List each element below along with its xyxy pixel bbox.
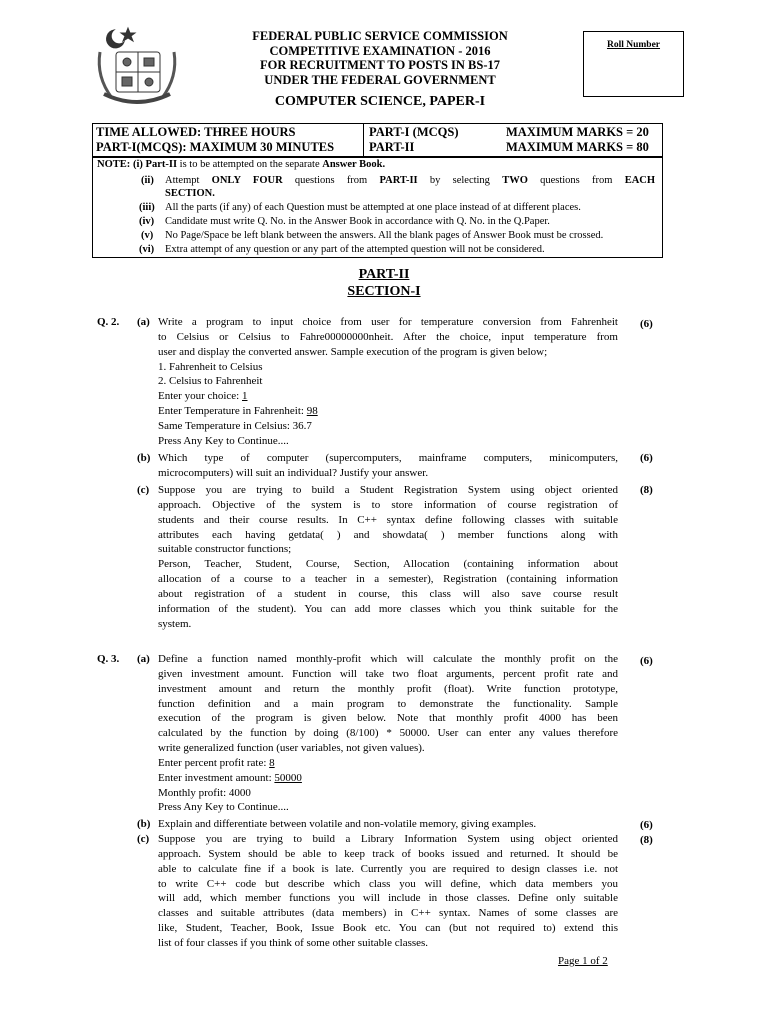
question-3-label: Q. 3. — [97, 653, 120, 665]
part2-label: PART-II — [369, 140, 415, 154]
q3b-text: Explain and differentiate between volatile and non-volatile memory, giving examples. — [158, 818, 537, 830]
q2a-label: (a) — [137, 316, 150, 328]
part-title: PART-II — [358, 267, 410, 282]
page-number: Page 1 of 2 — [558, 955, 608, 967]
time-allowed: TIME ALLOWED: THREE HOURS — [96, 125, 296, 139]
roll-number-box — [583, 31, 684, 97]
part1-label: PART-I (MCQS) — [369, 125, 459, 139]
q2b-label: (b) — [137, 452, 151, 464]
q2c-marks: (8) — [640, 484, 653, 496]
header-line-3: FOR RECRUITMENT TO POSTS IN BS-17 — [260, 58, 500, 72]
note-item-4-num: (iv) — [139, 216, 155, 227]
note-item-6-num: (vi) — [139, 244, 155, 255]
part1-time: PART-I(MCQS): MAXIMUM 30 MINUTES — [96, 140, 335, 154]
note-item-2-line1: Attempt ONLY FOUR questions from PART-II by selecting TWO questions from EACH — [165, 175, 656, 186]
q2a-marks: (6) — [640, 318, 653, 330]
exam-info-table — [92, 123, 663, 158]
note-title: NOTE: — [97, 159, 131, 170]
header-block — [180, 29, 580, 87]
part1-marks: MAXIMUM MARKS = 20 — [506, 125, 649, 139]
section-title: SECTION-I — [347, 284, 421, 299]
q2a-text: Write a program to input choice from user for temperature conversion from Fahrenheit to Celsius or Celsius to Fahre00000000nheit. After the choice, input temperature from user and display the converted answer. Sample execution of the program is given below; 1. Fahrenheit to Celsius 2. Celsius to Fahrenheit Enter your choice: 1 Enter Temperature in Fahrenheit: 98 Same Temperature in Celsius: 36.7 Press Any Key to Continue.... — [158, 316, 618, 447]
q3c-label: (c) — [137, 833, 150, 845]
question-2-label: Q. 2. — [97, 316, 120, 328]
q3c-marks: (8) — [640, 834, 653, 846]
q3a-marks: (6) — [640, 655, 653, 667]
fpsc-emblem-logo — [94, 22, 180, 108]
note-item-2-num: (ii) — [141, 175, 154, 186]
part2-marks: MAXIMUM MARKS = 80 — [506, 140, 649, 154]
q3a-text: Define a function named monthly-profit which will calculate the monthly profit on the given investment amount. Function will take two float arguments, percent profit rate and investment amount and return the monthly profit (float). Write function prototype, function definition and a main program to demonstrate the functionality. Sample execution of the program is given below. Note that monthly profit 4000 has been calculated by the function by doing (8/100) * 50000. User can enter any values therefore write generalized function (user variables, not given values). Enter percent profit rate: 8 Enter investment amount: 50000 Monthly profit: 4000 Press Any Key to Continue.... — [158, 653, 618, 814]
note-item-5-num: (v) — [141, 230, 154, 241]
note-item-1: (i) Part-II is to be attempted on the separate Answer Book. — [133, 159, 386, 170]
note-item-3-text: All the parts (if any) of each Question must be attempted at one place instead of at different places. — [165, 202, 581, 213]
q3b-marks: (6) — [640, 819, 653, 831]
note-item-2-line2: SECTION. — [165, 188, 215, 199]
roll-number-label: Roll Number — [606, 40, 661, 50]
q2c-label: (c) — [137, 484, 150, 496]
note-item-3-num: (iii) — [139, 202, 155, 213]
q3a-label: (a) — [137, 653, 150, 665]
q3c-text: Suppose you are trying to build a Library Information System using object oriented approach. System should be able to keep track of books issued and returned. It should be able to calculate fine if a book is late. Currently you are required to design classes i.e. not to write C++ code but describe which class you will define, which data members you will add, which member functions you will include in those classes. Define only suitable classes and suitable attributes (data members) in C++ syntax. Names of some classes are like, Student, Teacher, Book, Issue Book etc. You can (but not required to) extend this list of four classes if you think of some other suitable classes. — [158, 833, 618, 949]
note-item-6-text: Extra attempt of any question or any part of the attempted question will not be considered. — [165, 244, 545, 255]
paper-subject: COMPUTER SCIENCE, PAPER-I — [274, 94, 486, 109]
instructions-box — [92, 156, 663, 258]
note-item-4-text: Candidate must write Q. No. in the Answer Book in accordance with Q. No. in the Q.Paper. — [165, 216, 550, 227]
header-line-4: UNDER THE FEDERAL GOVERNMENT — [264, 72, 496, 87]
note-item-5-text: No Page/Space be left blank between the answers. All the blank pages of Answer Book must be crossed. — [165, 230, 604, 241]
header-line-1: FEDERAL PUBLIC SERVICE COMMISSION — [252, 29, 508, 43]
q2b-marks: (6) — [640, 452, 653, 464]
q2b-text: Which type of computer (supercomputers, mainframe computers, minicomputers, microcomputers) will suit an individual? Justify your answer. — [158, 452, 618, 479]
q3b-label: (b) — [137, 818, 151, 830]
header-line-2: COMPETITIVE EXAMINATION - 2016 — [269, 43, 491, 58]
q2c-text: Suppose you are trying to build a Student Registration System using object oriented approach. Objective of the system is to store information of course registration of students and their course results. In C++ syntax define following classes with suitable attributes each having getdata( ) and showdata( ) member functions along with suitable constructor functions; Person, Teacher, Student, Course, Section, Allocation (containing information about allocation of a course to a teacher in a semester), Registration (containing information about registration of a student in course, this class will also save course result information of the student). You can add more classes which you think suitable for the system. — [158, 484, 618, 630]
